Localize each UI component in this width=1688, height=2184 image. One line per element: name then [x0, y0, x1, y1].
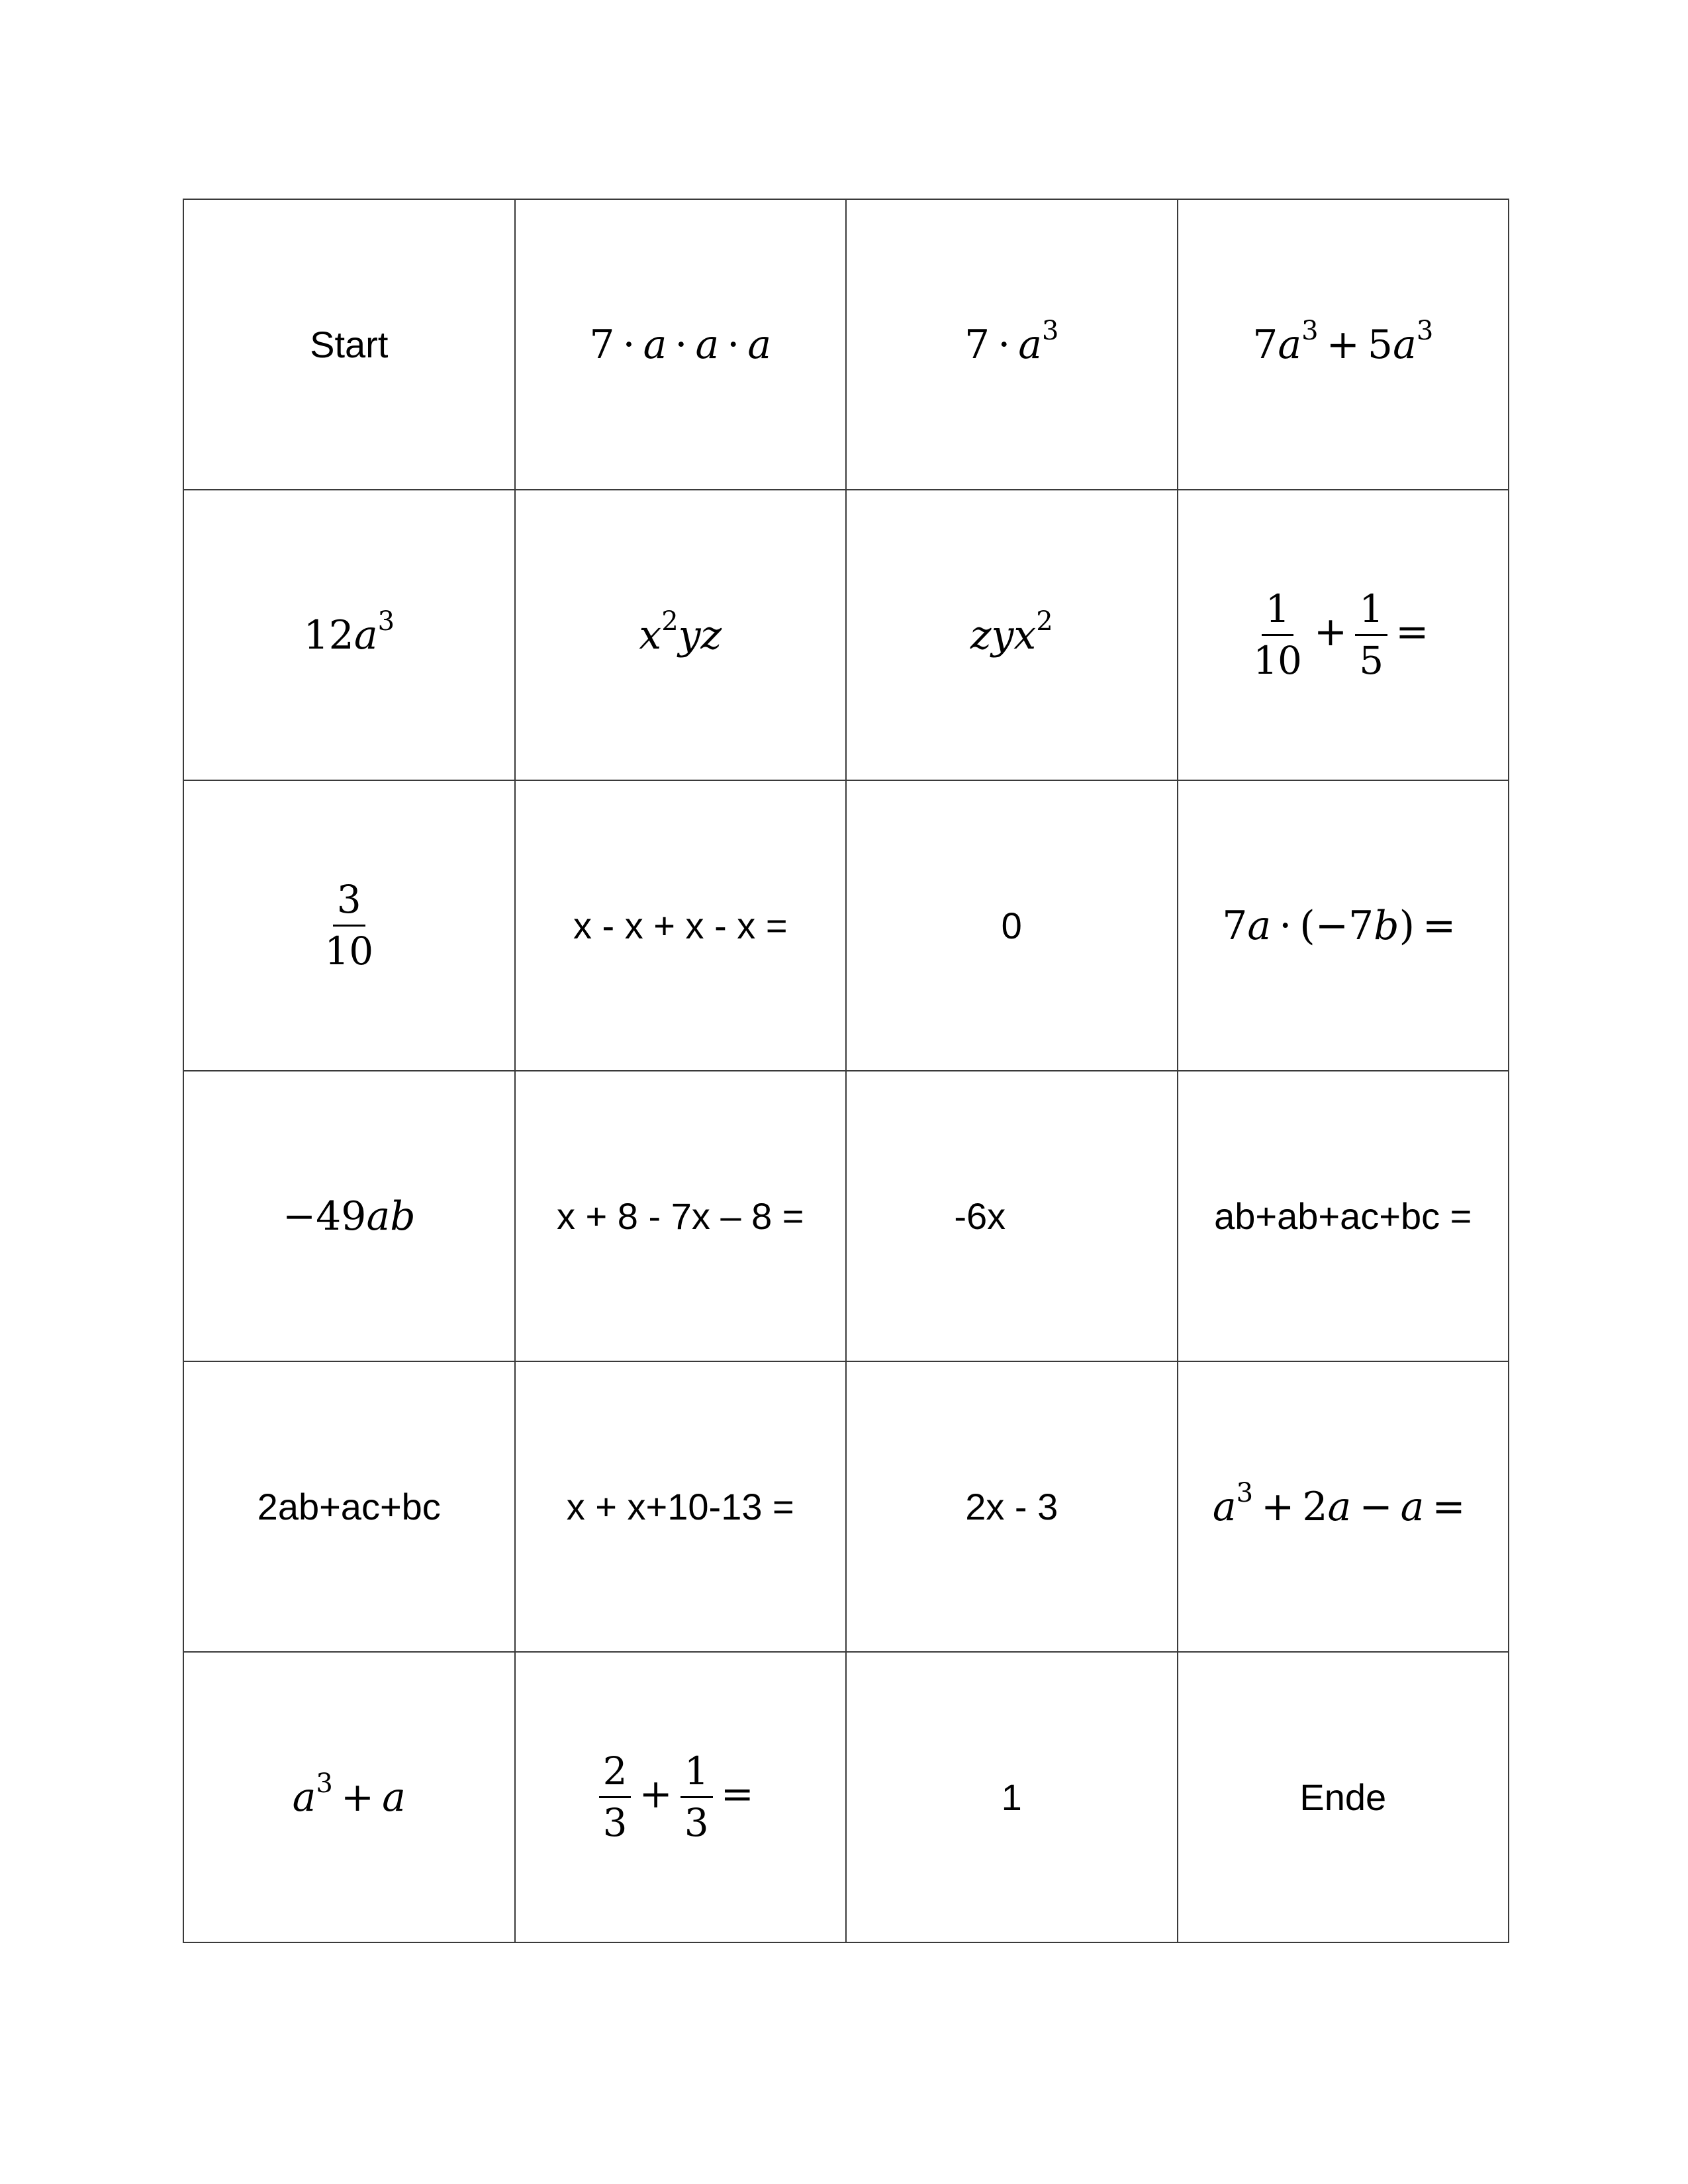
- cell-term: [1178, 1071, 1509, 1361]
- cell-text: 1: [1001, 1776, 1022, 1818]
- numerator: 1: [1355, 587, 1387, 636]
- equals-sign: =: [720, 1771, 754, 1818]
- cell-term: [1178, 780, 1509, 1071]
- cell-text: ab+ab+ac+bc =: [1214, 1195, 1472, 1237]
- cell-term: [846, 199, 1178, 490]
- grid-row: [183, 1652, 1509, 1942]
- numerator: 3: [333, 878, 365, 927]
- fraction: [1355, 587, 1387, 682]
- math-term: $12a^3$: [303, 606, 395, 659]
- cell-end: [1178, 1652, 1509, 1942]
- cell-text: 2x - 3: [965, 1486, 1058, 1527]
- denominator: 10: [324, 929, 374, 974]
- fraction: [680, 1749, 713, 1844]
- cell-text: x - x + x - x =: [573, 905, 788, 946]
- grid-row: [183, 1361, 1509, 1652]
- fraction-term: [320, 877, 377, 974]
- domino-grid: [183, 199, 1509, 1943]
- cell-term: [515, 199, 847, 490]
- cell-term: [846, 1361, 1178, 1652]
- fraction: [1249, 587, 1306, 682]
- cell-term: [515, 1652, 847, 1942]
- cell-term: [515, 1361, 847, 1652]
- equals-sign: =: [1395, 609, 1429, 656]
- math-term: $7 \cdot a^3$: [964, 315, 1059, 368]
- denominator: 3: [684, 1800, 709, 1845]
- grid-row: [183, 490, 1509, 780]
- fraction-sum: [599, 1749, 762, 1845]
- math-term: 7 · a · a · a: [589, 321, 772, 368]
- cell-term: [846, 1652, 1178, 1942]
- denominator: 10: [1253, 638, 1302, 683]
- fraction-sum: [1249, 586, 1436, 683]
- cell-text: 2ab+ac+bc: [257, 1486, 441, 1527]
- math-term: 7a · (−7b) =: [1222, 902, 1456, 949]
- cell-text: Start: [310, 324, 389, 365]
- denominator: 5: [1359, 638, 1384, 683]
- cell-text: -6x: [954, 1195, 1006, 1237]
- math-term: $x^2yz$: [639, 606, 722, 659]
- fraction: [320, 878, 377, 973]
- grid-row: [183, 780, 1509, 1071]
- cell-text: 0: [1001, 905, 1022, 946]
- cell-text: x + x+10-13 =: [566, 1486, 794, 1527]
- cell-text: x + 8 - 7x – 8 =: [556, 1195, 804, 1237]
- numerator: 1: [1262, 587, 1294, 636]
- cell-term: [515, 780, 847, 1071]
- cell-term: [846, 490, 1178, 780]
- cell-term: [515, 490, 847, 780]
- math-term: −49ab: [282, 1193, 416, 1240]
- grid-row: [183, 1071, 1509, 1361]
- cell-term: [1178, 490, 1509, 780]
- operator: +: [1313, 609, 1348, 656]
- denominator: 3: [602, 1800, 628, 1845]
- cell-term: [846, 1071, 1178, 1361]
- math-term: zyx$^2$: [970, 606, 1053, 659]
- grid-row: [183, 199, 1509, 490]
- math-term: $7a^3 + 5a^3$: [1252, 315, 1434, 368]
- cell-term: [183, 1071, 515, 1361]
- cell-term: [515, 1071, 847, 1361]
- fraction: [599, 1749, 632, 1844]
- cell-text: Ende: [1299, 1776, 1387, 1818]
- cell-term: [183, 1652, 515, 1942]
- math-term: $a^3 + 2a - a$ =: [1212, 1477, 1466, 1530]
- cell-term: [183, 490, 515, 780]
- cell-term: [183, 780, 515, 1071]
- cell-term: [1178, 1361, 1509, 1652]
- math-term: $a^3 + a$: [292, 1768, 406, 1821]
- numerator: 1: [680, 1749, 713, 1798]
- numerator: 2: [599, 1749, 632, 1798]
- cell-term: [846, 780, 1178, 1071]
- cell-term: [183, 1361, 515, 1652]
- operator: +: [639, 1771, 673, 1818]
- cell-start: [183, 199, 515, 490]
- cell-term: [1178, 199, 1509, 490]
